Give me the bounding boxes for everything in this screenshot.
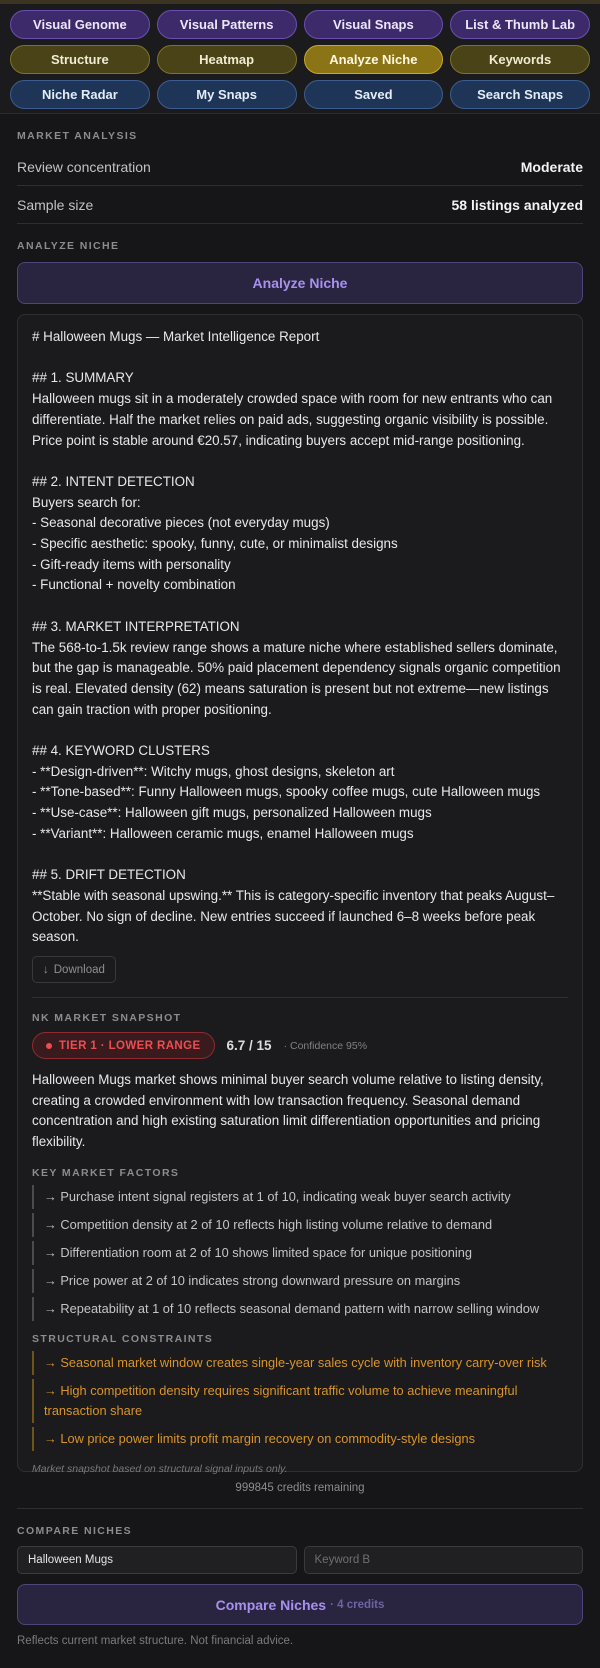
- compare-niches-label: COMPARE NICHES: [17, 1525, 133, 1537]
- main-content: [0, 130, 600, 1647]
- report-line: ## 1. SUMMARY: [32, 370, 134, 386]
- report-line: - **Tone-based**: Funny Halloween mugs, spooky coffee mugs, cute Halloween mugs: [32, 784, 541, 800]
- disclaimer-text: Reflects current market structure. Not financial advice.: [17, 1635, 294, 1647]
- constraint-item: → High competition density requires significant traffic volume to achieve meaningful transaction share: [32, 1379, 568, 1423]
- keyword-a-input[interactable]: [17, 1546, 297, 1574]
- tab-search-snaps[interactable]: Search Snaps: [450, 80, 590, 109]
- tier-dot-icon: [46, 1043, 52, 1049]
- market-analysis-label: MARKET ANALYSIS: [17, 130, 138, 142]
- factor-item: → Repeatability at 1 of 10 reflects seasonal demand pattern with narrow selling window: [32, 1297, 568, 1321]
- report-spacer: [32, 845, 568, 866]
- report-text: [32, 327, 568, 948]
- score-value: 6.7 / 15: [226, 1038, 272, 1054]
- tab-saved[interactable]: Saved: [304, 80, 444, 109]
- tier-row: [32, 1032, 568, 1059]
- report-spacer: [32, 451, 568, 472]
- report-line: - **Use-case**: Halloween gift mugs, personalized Halloween mugs: [32, 805, 432, 821]
- report-line: - **Variant**: Halloween ceramic mugs, enamel Halloween mugs: [32, 825, 414, 841]
- report-line: - Functional + novelty combination: [32, 577, 236, 593]
- review-concentration-key: Review concentration: [17, 158, 151, 175]
- snapshot-footnote: Market snapshot based on structural signal inputs only.: [32, 1462, 288, 1475]
- compare-cost-label: · 4 credits: [330, 1598, 385, 1611]
- report-line: # Halloween Mugs — Market Intelligence Report: [32, 329, 320, 344]
- tab-visual-genome[interactable]: Visual Genome: [10, 10, 150, 39]
- confidence-text: · Confidence 95%: [283, 1039, 368, 1052]
- factor-item: → Purchase intent signal registers at 1 of 10, indicating weak buyer search activity: [32, 1185, 568, 1209]
- report-line: - Seasonal decorative pieces (not everyday mugs): [32, 515, 330, 531]
- report-line: ## 5. DRIFT DETECTION: [32, 867, 186, 883]
- download-label: Download: [53, 963, 105, 976]
- tab-keywords[interactable]: Keywords: [450, 45, 590, 74]
- tab-list-thumb-lab[interactable]: List & Thumb Lab: [450, 10, 590, 39]
- download-button[interactable]: [32, 956, 116, 983]
- compare-inputs: [17, 1546, 583, 1574]
- keyword-b-input[interactable]: [304, 1546, 584, 1574]
- report-line: ## 3. MARKET INTERPRETATION: [32, 618, 240, 634]
- report-line: - **Design-driven**: Witchy mugs, ghost designs, skeleton art: [32, 763, 395, 779]
- tab-row-3: [10, 80, 590, 109]
- tab-row-2: [10, 45, 590, 74]
- constraints-list: [32, 1351, 568, 1451]
- report-line: Halloween mugs sit in a moderately crowded space with room for new entrants who can differentiate. Half the market relies on paid ads, suggesting organic visibility is possible. Price point is stable around €20.57, indicating buyers accept mid-range positioning.: [32, 391, 553, 448]
- report-line: Buyers search for:: [32, 494, 141, 510]
- compare-niches-button[interactable]: [17, 1584, 583, 1625]
- sample-size-value: 58 listings analyzed: [451, 196, 583, 213]
- tab-structure[interactable]: Structure: [10, 45, 150, 74]
- tab-visual-snaps[interactable]: Visual Snaps: [304, 10, 444, 39]
- report-spacer: [32, 720, 568, 741]
- tab-niche-radar[interactable]: Niche Radar: [10, 80, 150, 109]
- constraint-item: → Seasonal market window creates single-year sales cycle with inventory carry-over risk: [32, 1351, 568, 1375]
- report-panel: [17, 314, 583, 1475]
- report-line: The 568-to-1.5k review range shows a mature niche where established sellers dominate, but the gap is manageable. 50% paid placement dependency signals organic competition is real. Elevated density (62) means saturation is present but not extreme—new listings can gain traction with proper positioning.: [32, 639, 561, 717]
- sample-size-key: Sample size: [17, 196, 94, 213]
- credits-remaining: 999845 credits remaining: [235, 1482, 365, 1494]
- snapshot-label: NK MARKET SNAPSHOT: [32, 1012, 182, 1025]
- constraints-label: STRUCTURAL CONSTRAINTS: [32, 1332, 214, 1345]
- report-line: ## 4. KEYWORD CLUSTERS: [32, 743, 210, 758]
- analyze-niche-label: ANALYZE NICHE: [17, 240, 120, 252]
- snapshot-description: Halloween Mugs market shows minimal buyer search volume relative to listing density, creating a crowded environment with low transaction frequency. Seasonal demand concentration and high existing saturation limit differentiation opportunities and pricing flexibility.: [32, 1072, 544, 1150]
- key-factors-label: KEY MARKET FACTORS: [32, 1166, 180, 1179]
- report-line: **Stable with seasonal upswing.** This is category-specific inventory that peaks August–October. No sign of decline. New entries succeed if launched 6–8 weeks before peak season.: [32, 887, 555, 945]
- report-spacer: [32, 596, 568, 617]
- tab-row-1: [10, 10, 590, 39]
- tier-badge: [32, 1032, 215, 1059]
- factor-item: → Competition density at 2 of 10 reflects high listing volume relative to demand: [32, 1213, 568, 1237]
- tab-my-snaps[interactable]: My Snaps: [157, 80, 297, 109]
- sample-size-row: [17, 186, 583, 223]
- key-factors-list: [32, 1185, 568, 1321]
- tier-label: TIER 1 · LOWER RANGE: [59, 1039, 201, 1052]
- factor-item: → Price power at 2 of 10 indicates strong downward pressure on margins: [32, 1269, 568, 1293]
- tab-visual-patterns[interactable]: Visual Patterns: [157, 10, 297, 39]
- report-line: - Gift-ready items with personality: [32, 556, 231, 572]
- report-line: - Specific aesthetic: spooky, funny, cute, or minimalist designs: [32, 536, 398, 551]
- row-divider: [17, 223, 583, 224]
- section-divider: [17, 1508, 583, 1509]
- report-spacer: [32, 348, 568, 369]
- tab-analyze-niche[interactable]: Analyze Niche: [304, 45, 444, 74]
- snapshot-divider: [32, 997, 568, 998]
- constraint-item: → Low price power limits profit margin recovery on commodity-style designs: [32, 1427, 568, 1451]
- tab-heatmap[interactable]: Heatmap: [157, 45, 297, 74]
- compare-button-label: Compare Niches: [215, 1596, 327, 1613]
- download-icon: ↓: [43, 963, 49, 976]
- analyze-niche-button[interactable]: Analyze Niche: [17, 262, 583, 304]
- review-concentration-row: [17, 148, 583, 185]
- tool-tabs: [0, 4, 600, 114]
- report-line: ## 2. INTENT DETECTION: [32, 473, 195, 489]
- factor-item: → Differentiation room at 2 of 10 shows limited space for unique positioning: [32, 1241, 568, 1265]
- review-concentration-value: Moderate: [520, 158, 583, 175]
